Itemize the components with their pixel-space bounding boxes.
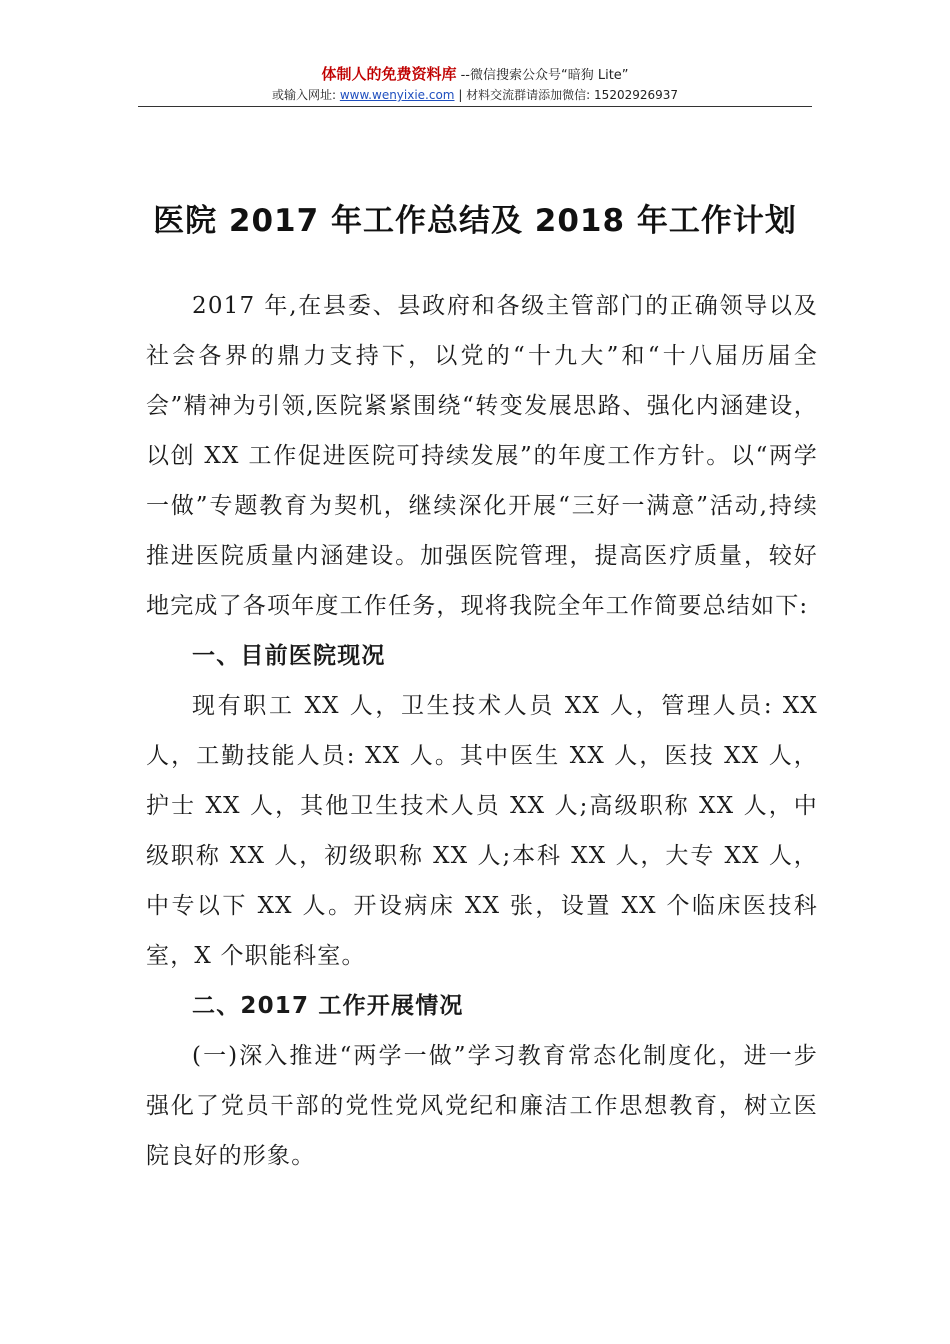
page-header xyxy=(138,64,812,104)
brand-name: 体制人的免费资料库 xyxy=(321,65,457,83)
work-item-1-paragraph: (一)深入推进“两学一做”学习教育常态化制度化，进一步强化了党员干部的党性党风党纪和廉洁工作思想教育，树立医院良好的形象。 xyxy=(146,1043,818,1169)
site-link[interactable]: www.wenyixie.com xyxy=(339,88,455,102)
current-status-paragraph: 现有职工 XX 人，卫生技术人员 XX 人，管理人员: XX 人，工勤技能人员: XX 人。其中医生 XX 人，医技 XX 人，护士 XX 人，其他卫生技术人员 XX 人;高级职称 XX 人，中级职称 XX 人，初级职称 XX 人;本科 XX 人，大专 XX 人，中专以下 XX 人。开设病床 XX 张，设置 XX 个临床医技科室，X 个职能科室。 xyxy=(146,693,818,969)
intro-paragraph: 2017 年,在县委、县政府和各级主管部门的正确领导以及社会各界的鼎力支持下，以党的“十九大”和“十八届历届全会”精神为引领,医院紧紧围绕“转变发展思路、强化内涵建设，以创 XX 工作促进医院可持续发展”的年度工作方针。以“两学一做”专题教育为契机，继续深化开展“三好一满意”活动,持续推进医院质量内涵建设。加强医院管理，提高医疗质量，较好地完成了各项年度工作任务，现将我院全年工作简要总结如下: xyxy=(146,293,818,619)
header-divider xyxy=(138,106,812,107)
header-banner xyxy=(138,64,812,86)
site-prefix: 或输入网址: xyxy=(271,88,337,102)
contact-info: | 材料交流群请添加微信: 15202926937 xyxy=(458,88,679,102)
document-title: 医院 2017 年工作总结及 2018 年工作计划 xyxy=(153,202,797,239)
wechat-tagline: --微信搜索公众号“暗狗 Lite” xyxy=(460,68,629,83)
header-contact-line xyxy=(138,86,812,104)
document-body xyxy=(146,281,818,1181)
section-heading-current-status: 一、目前医院现况 xyxy=(192,643,386,669)
section-heading-2017-work: 二、2017 工作开展情况 xyxy=(192,993,464,1019)
